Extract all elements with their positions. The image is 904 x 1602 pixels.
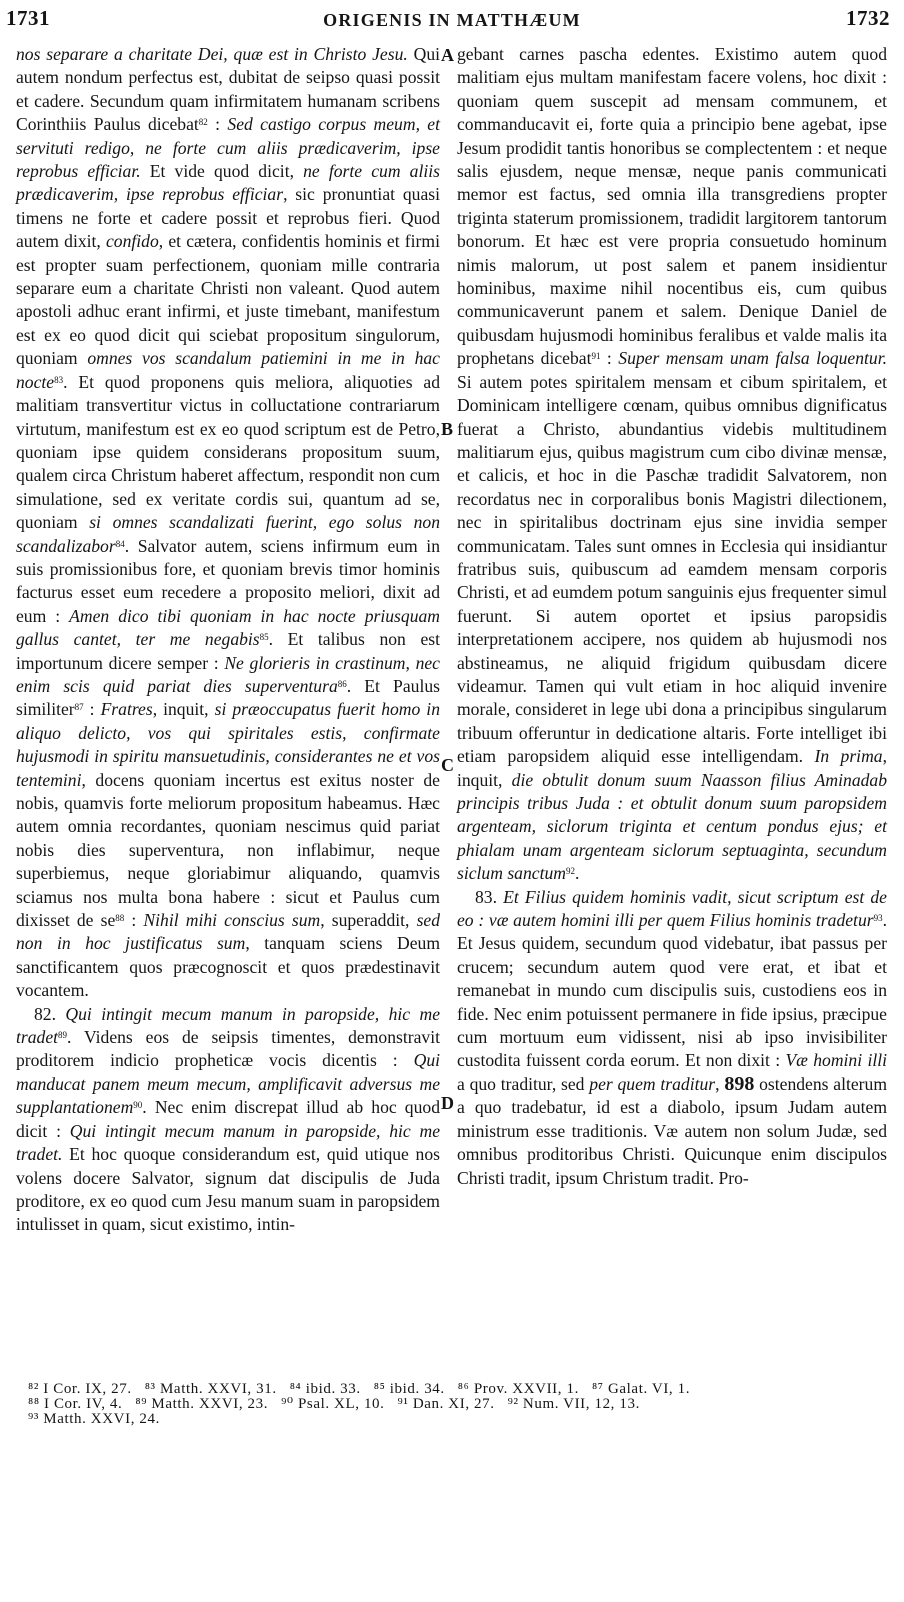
italic-text: Nihil mihi conscius sum [143, 910, 321, 931]
italic-text: Væ homini illi [785, 1050, 887, 1071]
text-run: 82. [34, 1003, 66, 1024]
text-run: Qui autem nondum perfectus est, dubitat de seipso quasi possit et cadere. Secundum quam infirmitatem humanam scribens Corinthiis Paulus dicebat [16, 44, 440, 135]
footnote-ref: 91 [591, 351, 601, 362]
italic-text: Qui manducat panem meum mecum, amplificavit adversus me supplantationem [16, 1050, 440, 1118]
text-run: Et vide quod dicit, [140, 161, 304, 182]
text-run: 83. [475, 886, 504, 907]
footnote-line: ⁹³ Matth. XXVI, 24. [28, 1411, 160, 1427]
text-run: . Et Jesus quidem, secundum quod videbatur, ibat passus per crucem; secundum autem quod vere erat, et ibat et remanebat in mundo cum discipulis suis, custodiens eos in fide. Nec enim potuissent permanere in fide ipsius, præcipue cum mortuum eum vidissent, nisi ab ipso invisibiliter custodita fuissent corda eorum. Et non dixit : [457, 910, 887, 1071]
text-run: , tanquam sciens Deum sanctificantem quos præcognoscit et quos prædestinavit vocantem. [16, 933, 440, 1001]
footnote-ref: 88 [115, 913, 125, 924]
footnote-line: ⁸⁸ I Cor. IV, 4. ⁸⁹ Matth. XXVI, 23. ⁹⁰ Psal. XL, 10. ⁹¹ Dan. XI, 27. ⁹² Num. VII, 12, 13. [28, 1396, 640, 1412]
italic-text: per quem traditur [589, 1073, 716, 1094]
text-run: , inquit, [457, 746, 887, 790]
text-run: , docens quoniam incertus est exitus noster de nobis, quamvis forte meliorum propositum habeamus. Hæc autem omnia recordantes, quoniam nescimus quid pariat nobis dies superventura, non inflabimur, neque superbiemus, neque gloriabimur aliquando, quamvis sciamus nos multa bona habere : sicut et Paulus cum dixisset de se [16, 769, 440, 931]
footnote-ref: 89 [58, 1030, 68, 1041]
text-run: : [124, 910, 144, 931]
margin-letter-a: A [441, 45, 454, 65]
italic-text: Qui intingit mecum manum in paropside, hic me tradet [16, 1003, 441, 1048]
text-run: . Nec enim discrepat illud ab hoc quod dicit : [16, 1097, 440, 1141]
text-run: : [600, 348, 619, 369]
italic-text: Qui intingit mecum manum in paropside, hic me tradet. [16, 1120, 441, 1165]
italic-text: considerantes ne et vos tentemini [16, 746, 440, 790]
text-run: Et hoc quoque considerandum est, quid utique nos volens docere Salvator, signum dat discipulis de Juda proditore, ex eo quod cum Jesu manum suam in paropsidem intulisset in quam, sicut existimo, intin- [16, 1144, 440, 1235]
footnote-line: ⁸² I Cor. IX, 27. ⁸³ Matth. XXVI, 31. ⁸⁴ ibid. 33. ⁸⁵ ibid. 34. ⁸⁶ Prov. XXVII, 1. ⁸⁷ Galat. VI, 1. [28, 1381, 691, 1397]
italic-text: Fratres [100, 699, 153, 720]
italic-text: Ne glorieris in crastinum, nec enim scis quid pariat dies superventura [16, 652, 440, 696]
text-run: . Salvator autem, sciens infirmum eum in suis promissionibus fore, et quoniam brevis timor hominis facturus esset eum recedere a proposito meliori, dixit ad eum : [16, 535, 440, 626]
running-title: ORIGENIS IN MATTHÆUM [323, 10, 581, 30]
italic-text: si omnes scandalizati fuerint, ego solus non scandalizabor [16, 512, 440, 556]
text-run: . Et Paulus similiter [16, 675, 440, 720]
footnote-ref: 87 [74, 702, 84, 713]
italic-text: omnes vos scandalum patiemini in me in hac nocte [16, 348, 440, 392]
page-number-left: 1731 [6, 6, 50, 30]
text-run: : [207, 114, 228, 135]
footnote-ref: 85 [259, 632, 269, 643]
footnotes [28, 1382, 888, 1427]
text-run: gebant carnes pascha edentes. Existimo autem quod malitiam ejus multam manifestam facere volens, hoc dixit : quoniam quem suscepit ad mensam communem, et commanducavit ei, forte quia a principio bene agebat, ipse Jesum prodidit tantis honoribus se complectentem : et neque salis ejusdem, neque mensæ, neque panis communicati memor est factus, sed omnia illa transgrediens propter triginta staterum promissionem, tradidit largitorem tantorum bonorum. Et hæc est vere propria consuetudo hominum nimis malorum, ut post salem et panem insidientur hominibus, maxime nihil nocentibus eis, cum quibus communicaverunt panem et salem. Denique Daniel de quibusdam hujusmodi hominibus feralibus et valde malis ita prophetans dicebat [457, 44, 887, 369]
paragraph-82 [16, 1003, 440, 1237]
text-run: , sic pronuntiat quasi timens ne forte et cadere possit et reprobus fieri. Quod autem dixit, [16, 184, 440, 252]
italic-text: Et Filius quidem hominis vadit, sicut scriptum est de eo : væ autem homini illi per quem Filius hominis tradetur [457, 886, 887, 931]
footnote-ref: 90 [133, 1100, 143, 1111]
column-number: 898 [724, 1072, 755, 1095]
text-run: . Videns eos de seipsis timentes, demonstravit proditorem indicio propheticæ vocis dicentis : [16, 1027, 440, 1071]
italic-text: Sed castigo corpus meum, et servituti redigo, ne forte cum aliis prædicaverim, ipse reprobus efficiar. [16, 114, 441, 182]
italic-text: nos separare a charitate Dei, quæ est in Christo Jesu. [16, 44, 408, 64]
italic-text: sed non in hoc justificatus sum [16, 910, 441, 954]
italic-text: Super mensam unam falsa loquentur. [618, 348, 887, 369]
margin-letter-c: C [441, 755, 454, 775]
text-run: , et cætera, confidentis hominis et firmi est propter suam perfectionem, quoniam mille contraria separare eum a charitate Christi non valeant. Quod autem apostoli adhuc erant infirmi, et juste timebant, manifestum est ex eo quod dicit qui sciebat propositum singulorum, quoniam [16, 231, 440, 369]
paragraph [16, 43, 440, 1003]
text-run: : [83, 699, 101, 720]
text-run: , [715, 1073, 725, 1094]
footnote-ref: 86 [337, 678, 347, 689]
margin-letter-b: B [441, 419, 454, 439]
footnote-ref: 84 [115, 538, 125, 549]
italic-text: In prima [814, 746, 883, 767]
text-run: , superaddit, [320, 910, 417, 931]
italic-text: Amen dico tibi quoniam in hac nocte priusquam gallus cantet, ter me negabis [16, 605, 440, 650]
footnote-ref: 93 [873, 913, 883, 924]
footnote-ref: 83 [54, 374, 64, 385]
text-run: ostendens alterum a quo tradebatur, id est a diabolo, ipsum Judam autem ministrum esse traditionis. Væ autem non solum Judæ, sed omnibus proditoribus Christi. Quicunque enim discipulos Christi tradit, ipsum Christum tradit. Pro- [457, 1073, 888, 1188]
text-run: , inquit, [152, 699, 215, 720]
text-run: . Et talibus non est importunum dicere semper : [16, 629, 440, 673]
footnote-ref: 82 [198, 117, 208, 128]
text-run: Si autem potes spiritalem mensam et cibum spiritalem, et Dominicam intelligere cœnam, quibus omnibus dignificatus fuerat a Christo, abundantius videbis multitudinem malitiarum ejus, quibus magistrum cum cibo divinæ mensæ, et calicis, et hoc in die Paschæ tradidit Salvatorem, non recordatus nec in corporalibus bonis Magistri dilectionem, nec in spiritalibus doctrinam ejus sine invidia semper communicatam. Tales sunt omnes in Ecclesia qui insidiantur fratribus suis, quibuscum ad eamdem mensam corporis Christi, et ad eumdem potum sanguinis ejus frequenter simul fuerunt. Si autem oportet et ipsius paropsidis interpretationem accipere, nos quidem ab hujusmodi nos abstineamus, ne aliquid frigidum quibusdam dicere videamur. Tamen qui vult etiam in hoc aliquid invenire morale, consideret in lege ubi dona a principibus singularum tribuum offeruntur in dedicatione altaris. Forte intelliget ibi etiam paropsidem aliquid esse intelligendam. [457, 371, 887, 767]
italic-text: confido [106, 231, 159, 252]
margin-letter-d: D [441, 1093, 454, 1113]
right-column [457, 43, 887, 1190]
text-run: , [265, 746, 275, 767]
footnote-ref: 92 [565, 866, 575, 877]
italic-text: si præoccupatus fuerit homo in aliquo delicto, vos qui spiritales estis, confirmate hujusmodi in spiritu mansuetudinis [16, 699, 440, 767]
paragraph [457, 43, 887, 886]
text-run: a quo traditur, sed [457, 1073, 590, 1094]
italic-text: die obtulit donum suum Naasson filius Aminadab principis tribus Juda : et obtulit donum suum paropsidem argenteam, siclorum triginta et centum pondus ejus; et phialam unam argenteam siclorum septuaginta, secundum siclum sanctum [457, 769, 888, 884]
left-column [16, 43, 440, 1237]
text-run: . [574, 863, 580, 884]
page-number-right: 1732 [846, 6, 890, 30]
text-run: . Et quod proponens quis meliora, aliquoties ad malitiam transvertitur victus in colluctatione contrariarum virtutum, manifestum est ex eo quod scriptum est de Petro, quoniam ipse quidem considerans propositum suum, qualem circa Christum haberet affectum, respondit non cum simulatione, sed ex veritate cordis sui, quantum ad se, quoniam [16, 371, 440, 533]
italic-text: ne forte cum aliis prædicaverim, ipse reprobus efficiar [16, 161, 440, 205]
paragraph-83 [457, 886, 887, 1190]
